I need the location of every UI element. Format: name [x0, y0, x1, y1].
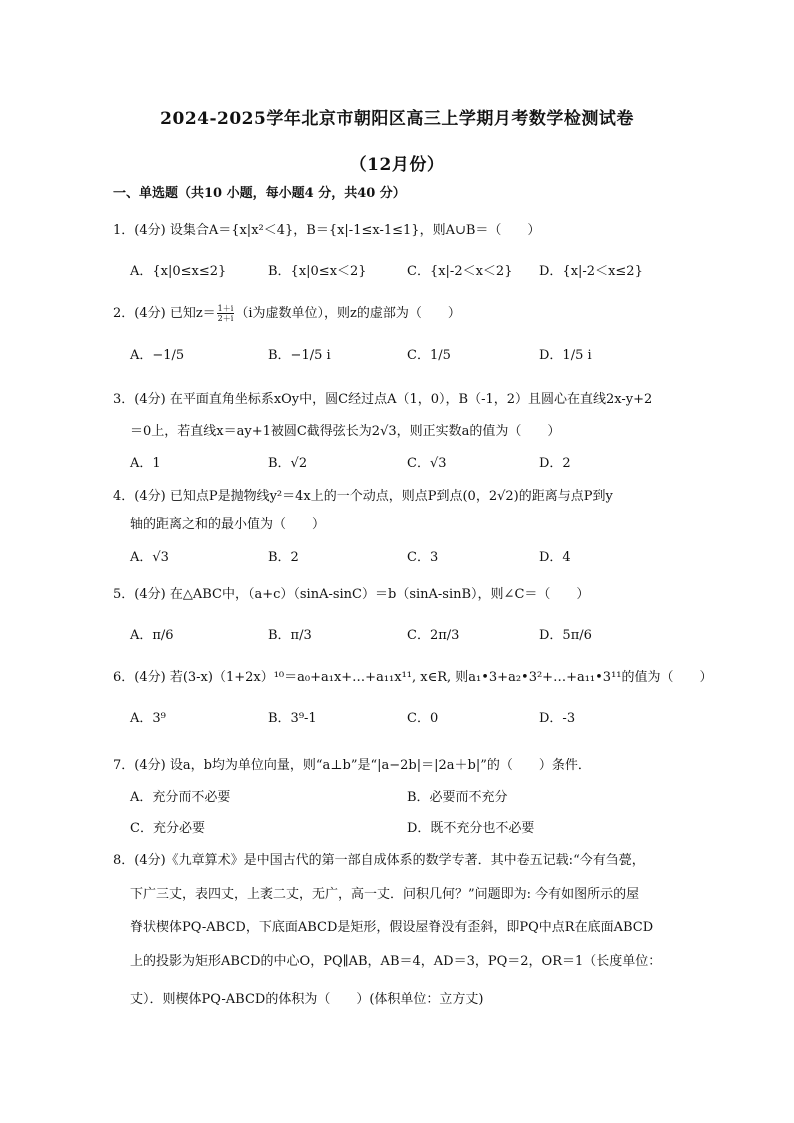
question-7-option-b: B．必要而不充分	[407, 790, 508, 805]
question-3-option-d: D．2	[539, 456, 571, 471]
question-5-option-c: C．2π/3	[407, 628, 460, 643]
question-4-option-d: D．4	[539, 550, 571, 565]
question-2-option-b: B．−1/5 i	[268, 348, 331, 363]
fraction-numerator: 1＋i	[217, 304, 234, 313]
question-3-option-c: C．√3	[407, 456, 447, 471]
question-6-option-d: D．-3	[539, 711, 576, 726]
question-4-option-c: C．3	[407, 550, 439, 565]
question-1-option-b: B．{x|0≤x＜2}	[268, 264, 367, 279]
question-2-option-a: A．−1/5	[130, 348, 185, 363]
question-8-line-5: 丈）．则楔体PQ-ABCD的体积为（ ）(体积单位：立方丈)	[130, 992, 484, 1007]
question-5-option-b: B．π/3	[268, 628, 312, 643]
section-heading: 一、单选题（共10 小题，每小题4 分，共40 分）	[113, 186, 406, 201]
question-2-option-c: C．1/5	[407, 348, 451, 363]
question-3-option-b: B．√2	[268, 456, 308, 471]
question-8-line-4: 上的投影为矩形ABCD的中心O，PQ∥AB，AB＝4，AD＝3，PQ＝2，OR＝1（长度单位：	[130, 954, 662, 969]
question-6-option-b: B．3⁹-1	[268, 711, 317, 726]
question-4-line-1: 4．(4分) 已知点P是抛物线y²＝4x上的一个动点，则点P到点(0，2√2)的距离与点P到y	[113, 489, 613, 504]
question-6-stem: 6．(4分) 若(3-x)（1+2x）¹⁰＝a₀+a₁x+…+a₁₁x¹¹, x∈R, 则a₁•3+a₂•3²+…+a₁₁•3¹¹的值为（ ）	[113, 670, 713, 685]
document-title: 2024-2025学年北京市朝阳区高三上学期月考数学检测试卷	[160, 109, 634, 129]
question-5-option-a: A．π/6	[130, 628, 174, 643]
question-4-line-2: 轴的距离之和的最小值为（ ）	[130, 517, 326, 532]
question-2-stem	[113, 304, 461, 324]
question-1-option-c: C．{x|-2＜x＜2}	[407, 264, 513, 279]
question-3-option-a: A．1	[130, 456, 161, 471]
question-2-fraction	[217, 304, 235, 323]
question-2-stem-suffix: （i为虚数单位），则z的虚部为（ ）	[235, 306, 461, 321]
question-5-stem: 5．(4分) 在△ABC中，（a+c）（sinA-sinC）＝b（sinA-sinB），则∠C＝（ ）	[113, 587, 590, 602]
question-8-line-3: 脊状楔体PQ-ABCD，下底面ABCD是矩形，假设屋脊没有歪斜，即PQ中点R在底面ABCD	[130, 920, 654, 935]
question-4-option-b: B．2	[268, 550, 299, 565]
question-6-option-a: A．3⁹	[130, 711, 166, 726]
question-7-option-c: C．充分必要	[130, 821, 205, 836]
question-5-option-d: D．5π/6	[539, 628, 592, 643]
question-1-option-d: D．{x|-2＜x≤2}	[539, 264, 643, 279]
question-4-option-a: A．√3	[130, 550, 169, 565]
question-7-option-d: D．既不充分也不必要	[407, 821, 535, 836]
document-subtitle: （12月份）	[349, 155, 445, 175]
question-2-option-d: D．1/5 i	[539, 348, 592, 363]
fraction-denominator: 2＋i	[217, 314, 234, 323]
question-6-option-c: C．0	[407, 711, 439, 726]
question-8-line-2: 下广三丈，表四丈，上袤二丈，无广，高一丈．问积几何？”问题即为: 今有如图所示的屋	[130, 887, 640, 902]
question-7-stem: 7．(4分) 设a，b均为单位向量，则“a⊥b”是“|a−2b|＝|2a＋b|”的（ ）条件．	[113, 758, 591, 773]
question-8-line-1: 8．(4分)《九章算术》是中国古代的第一部自成体系的数学专著．其中卷五记载:“今有刍甍，	[113, 853, 645, 868]
question-2-stem-prefix: 2．(4分) 已知z＝	[113, 306, 216, 321]
question-3-line-2: ＝0上，若直线x＝ay+1被圆C截得弦长为2√3，则正实数a的值为（ ）	[130, 424, 561, 439]
question-3-line-1: 3．(4分) 在平面直角坐标系xOy中，圆C经过点A（1，0），B（-1，2）且圆心在直线2x-y+2	[113, 392, 653, 407]
question-1-option-a: A．{x|0≤x≤2}	[130, 264, 227, 279]
question-7-option-a: A．充分而不必要	[130, 790, 231, 805]
question-1-stem: 1．(4分) 设集合A＝{x|x²＜4}，B＝{x|-1≤x-1≤1}，则A∪B＝（ ）	[113, 223, 541, 238]
